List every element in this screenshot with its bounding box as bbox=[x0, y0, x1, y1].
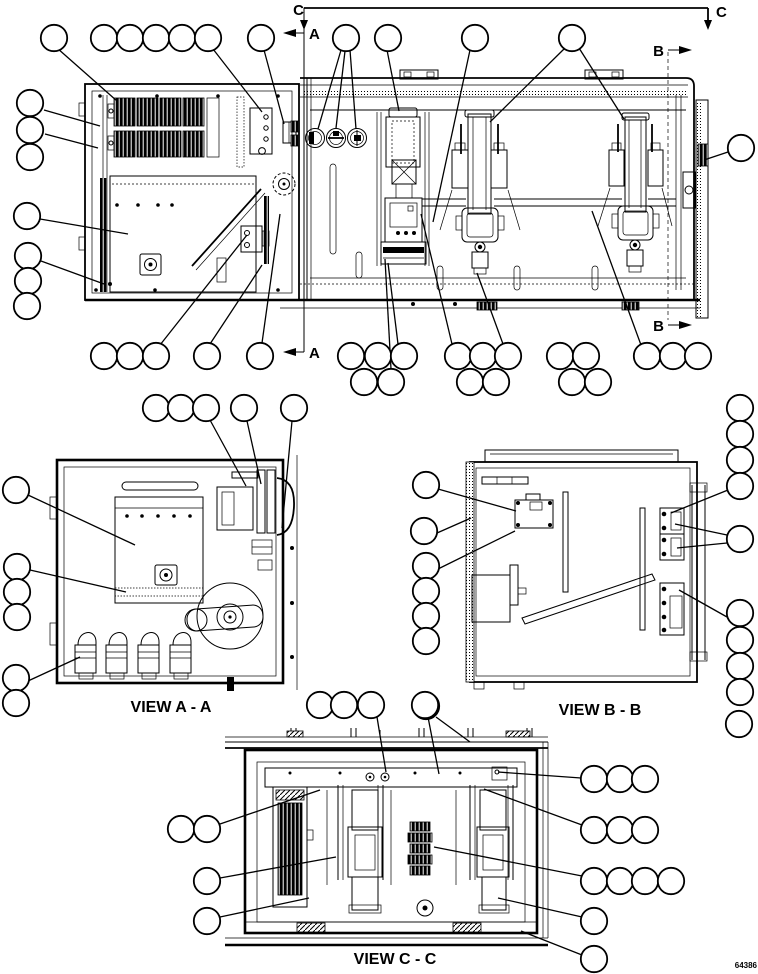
callout-balloon bbox=[457, 369, 483, 395]
callout-balloon bbox=[411, 518, 437, 544]
figure-number: 64386 bbox=[734, 961, 757, 970]
section-letter-c-right: C bbox=[716, 4, 727, 21]
callout-balloon bbox=[4, 554, 30, 580]
callout-balloon bbox=[413, 578, 439, 604]
view-a-label: VIEW A - A bbox=[130, 699, 212, 716]
callout-leader bbox=[679, 590, 727, 617]
callout-balloon bbox=[17, 90, 43, 116]
callout-leader bbox=[40, 219, 128, 234]
callout-leader bbox=[498, 772, 581, 778]
view-a-cable-connectors bbox=[75, 633, 191, 679]
callout-balloon bbox=[195, 25, 221, 51]
inner-panel bbox=[108, 176, 256, 292]
callout-balloon bbox=[248, 25, 274, 51]
contactor-3 bbox=[598, 113, 672, 272]
callout-leader bbox=[433, 50, 470, 222]
callout-leader bbox=[213, 49, 262, 112]
callout-balloon bbox=[194, 343, 220, 369]
callout-balloon bbox=[351, 369, 377, 395]
section-letter-a-bottom: A bbox=[309, 345, 320, 362]
callout-balloon bbox=[581, 766, 607, 792]
callout-balloon bbox=[727, 421, 753, 447]
callout-balloon bbox=[143, 343, 169, 369]
callout-balloon bbox=[117, 25, 143, 51]
view-c-label: VIEW C - C bbox=[353, 951, 437, 968]
callout-balloon bbox=[17, 117, 43, 143]
callout-balloon bbox=[307, 692, 333, 718]
callout-balloon bbox=[413, 553, 439, 579]
callout-balloon bbox=[247, 343, 273, 369]
callout-leader bbox=[28, 657, 80, 681]
callout-balloon bbox=[3, 665, 29, 691]
callout-balloon bbox=[658, 868, 684, 894]
callout-leader bbox=[57, 48, 117, 101]
callout-balloon bbox=[585, 369, 611, 395]
callout-balloon bbox=[143, 25, 169, 51]
view-b-terminal-blocks bbox=[660, 508, 684, 635]
callout-balloon bbox=[727, 526, 753, 552]
callout-balloon bbox=[375, 25, 401, 51]
callout-leader bbox=[220, 790, 320, 824]
callout-balloon bbox=[607, 868, 633, 894]
callout-balloon bbox=[378, 369, 404, 395]
callout-balloon bbox=[358, 692, 384, 718]
callout-balloon bbox=[194, 908, 220, 934]
callout-leader bbox=[438, 489, 516, 511]
callout-balloon bbox=[581, 817, 607, 843]
view-c-top-rail bbox=[225, 728, 548, 748]
callout-balloon bbox=[413, 628, 439, 654]
callout-leader bbox=[521, 931, 582, 955]
section-letter-a-top: A bbox=[309, 26, 320, 43]
callout-balloon bbox=[143, 395, 169, 421]
callout-balloon bbox=[338, 343, 364, 369]
view-c-inner-bar bbox=[265, 767, 517, 787]
callout-balloon bbox=[607, 766, 633, 792]
callout-balloon bbox=[14, 203, 40, 229]
view-b-label: VIEW B - B bbox=[558, 702, 642, 719]
callout-balloon bbox=[41, 25, 67, 51]
callout-balloon bbox=[194, 816, 220, 842]
callout-balloon bbox=[4, 604, 30, 630]
callout-balloon bbox=[168, 395, 194, 421]
view-b-left-box bbox=[472, 565, 526, 622]
callout-balloon bbox=[470, 343, 496, 369]
callout-balloon bbox=[14, 293, 40, 319]
callout-balloon bbox=[727, 653, 753, 679]
callout-balloon bbox=[17, 144, 43, 170]
callout-leader bbox=[30, 570, 126, 592]
section-letter-b-bottom: B bbox=[653, 318, 664, 335]
callout-balloon bbox=[194, 868, 220, 894]
callout-balloon bbox=[445, 343, 471, 369]
callout-leader bbox=[264, 50, 284, 124]
callout-balloon bbox=[726, 711, 752, 737]
callout-leader bbox=[45, 134, 98, 148]
section-letter-c-left: C bbox=[293, 2, 304, 19]
callout-balloon bbox=[728, 135, 754, 161]
callout-balloon bbox=[632, 817, 658, 843]
callout-leader bbox=[387, 50, 399, 111]
terminal-strip-rows bbox=[108, 98, 204, 157]
callout-balloon bbox=[581, 908, 607, 934]
callout-balloon bbox=[727, 627, 753, 653]
callout-balloon bbox=[3, 477, 29, 503]
callout-balloon bbox=[559, 369, 585, 395]
callout-leader bbox=[438, 531, 515, 569]
view-c-mid-contactor bbox=[338, 785, 383, 913]
view-c-drawing bbox=[225, 728, 548, 968]
callout-balloon bbox=[685, 343, 711, 369]
callout-balloon bbox=[413, 603, 439, 629]
callout-balloon bbox=[727, 447, 753, 473]
callout-leader bbox=[41, 261, 104, 284]
view-c-left-component bbox=[273, 787, 313, 907]
callout-balloon bbox=[727, 600, 753, 626]
callout-balloon bbox=[483, 369, 509, 395]
callout-leader bbox=[44, 110, 100, 126]
callout-leader bbox=[498, 898, 582, 917]
callout-balloon bbox=[581, 868, 607, 894]
callout-balloon bbox=[727, 473, 753, 499]
callout-balloon bbox=[634, 343, 660, 369]
callout-leader bbox=[579, 48, 624, 119]
callout-balloon bbox=[462, 25, 488, 51]
callout-balloon bbox=[632, 766, 658, 792]
bus-bar bbox=[422, 199, 676, 206]
callout-balloon bbox=[15, 243, 41, 269]
callout-leader bbox=[484, 789, 582, 825]
view-c-terminal-stack bbox=[408, 822, 432, 875]
callout-leader bbox=[28, 495, 135, 545]
callout-balloon bbox=[168, 816, 194, 842]
callout-leader bbox=[377, 717, 386, 772]
callout-balloon bbox=[559, 25, 585, 51]
callout-balloon bbox=[193, 395, 219, 421]
callout-balloon bbox=[3, 690, 29, 716]
callout-balloon bbox=[391, 343, 417, 369]
callout-balloon bbox=[4, 579, 30, 605]
callout-leader bbox=[210, 265, 262, 344]
callout-leader bbox=[210, 420, 246, 486]
view-b-drawing bbox=[466, 450, 707, 719]
callout-leader bbox=[671, 490, 728, 513]
callout-balloon bbox=[91, 343, 117, 369]
view-a-panel bbox=[115, 497, 203, 603]
callout-balloon bbox=[581, 946, 607, 972]
callout-leader bbox=[436, 717, 470, 742]
view-b-component bbox=[515, 494, 553, 528]
view-c-right-contactor bbox=[470, 785, 513, 913]
callout-balloon bbox=[331, 692, 357, 718]
contactor-1 bbox=[377, 108, 429, 266]
callout-balloon bbox=[15, 268, 41, 294]
callout-leader bbox=[160, 235, 247, 345]
callout-balloon bbox=[91, 25, 117, 51]
callout-balloon bbox=[547, 343, 573, 369]
callout-balloon bbox=[365, 343, 391, 369]
callout-balloon bbox=[573, 343, 599, 369]
callout-leader bbox=[428, 717, 439, 774]
callout-leader bbox=[350, 50, 356, 129]
view-a-blower bbox=[185, 583, 264, 649]
view-a-drawing bbox=[50, 455, 297, 716]
callout-balloon bbox=[281, 395, 307, 421]
callout-balloon bbox=[495, 343, 521, 369]
callout-balloon bbox=[727, 395, 753, 421]
dial-components bbox=[306, 129, 367, 148]
relay-card bbox=[250, 108, 272, 154]
callout-leader bbox=[675, 524, 727, 535]
callout-balloon bbox=[632, 868, 658, 894]
callout-balloon bbox=[169, 25, 195, 51]
top-view-drawing bbox=[79, 2, 727, 362]
callout-balloon bbox=[413, 472, 439, 498]
callout-balloon bbox=[333, 25, 359, 51]
callout-balloon bbox=[607, 817, 633, 843]
callout-leader bbox=[421, 214, 452, 344]
callout-balloon bbox=[660, 343, 686, 369]
callout-balloon bbox=[231, 395, 257, 421]
callout-balloon bbox=[412, 692, 438, 718]
top-view-left-box bbox=[79, 84, 299, 300]
callout-leader bbox=[247, 421, 261, 484]
section-letter-b-top: B bbox=[653, 43, 664, 60]
callout-balloon bbox=[727, 679, 753, 705]
callout-balloon bbox=[117, 343, 143, 369]
